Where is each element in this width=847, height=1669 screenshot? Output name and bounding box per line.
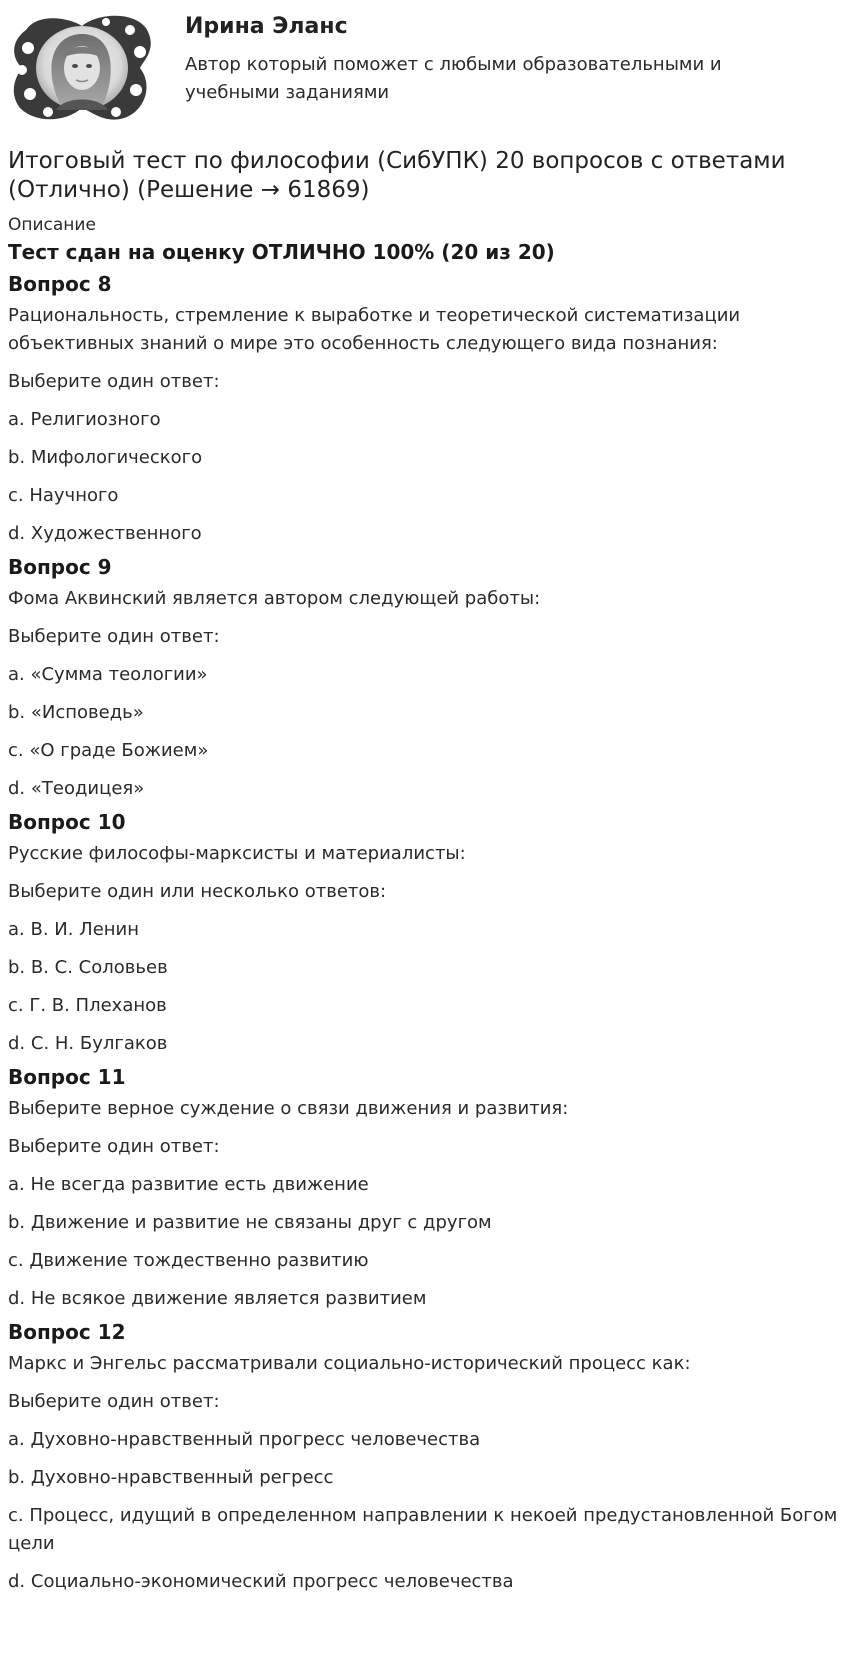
question-text: Выберите верное суждение о связи движения и развития: <box>8 1098 569 1119</box>
question-instruction: Выберите один ответ: <box>8 626 220 647</box>
question-instruction: Выберите один ответ: <box>8 1136 220 1157</box>
answer-option: c. «О граде Божием» <box>8 740 209 761</box>
author-name[interactable]: Ирина Эланс <box>185 14 348 39</box>
answer-option: a. Не всегда развитие есть движение <box>8 1174 369 1195</box>
test-result: Тест сдан на оценку ОТЛИЧНО 100% (20 из 20) <box>8 240 555 264</box>
document-content <box>8 147 838 1596</box>
author-card <box>8 8 838 128</box>
question-title: Вопрос 9 <box>8 555 112 579</box>
answer-option: d. «Теодицея» <box>8 778 145 799</box>
author-description: Автор который поможет с любыми образовательными и учебными заданиями <box>185 54 722 103</box>
author-avatar[interactable] <box>8 8 154 126</box>
answer-option: b. Духовно-нравственный регресс <box>8 1467 334 1488</box>
question-text: Маркс и Энгельс рассматривали социально-исторический процесс как: <box>8 1353 691 1374</box>
answer-option: c. Процесс, идущий в определенном направлении к некоей предустановленной Богом цели <box>8 1505 838 1554</box>
question-text: Русские философы-марксисты и материалисты: <box>8 843 466 864</box>
answer-option: b. В. С. Соловьев <box>8 957 168 978</box>
question-title: Вопрос 10 <box>8 810 126 834</box>
question-block <box>8 1064 838 1313</box>
answer-option: b. Мифологического <box>8 447 203 468</box>
answer-option: a. Духовно-нравственный прогресс человечества <box>8 1429 481 1450</box>
answer-option: d. С. Н. Булгаков <box>8 1033 168 1054</box>
answer-option: d. Не всякое движение является развитием <box>8 1288 427 1309</box>
questions-list <box>8 271 838 1596</box>
question-text: Рациональность, стремление к выработке и теоретической систематизации объективных знаний о мире это особенность следующего вида познания: <box>8 305 741 354</box>
answer-option: c. Научного <box>8 485 119 506</box>
answer-option: a. Религиозного <box>8 409 161 430</box>
question-block <box>8 809 838 1058</box>
question-block <box>8 271 838 548</box>
answer-option: b. «Исповедь» <box>8 702 144 723</box>
question-title: Вопрос 12 <box>8 1320 126 1344</box>
question-block <box>8 1319 838 1596</box>
question-instruction: Выберите один или несколько ответов: <box>8 881 387 902</box>
document-title: Итоговый тест по философии (СибУПК) 20 вопросов с ответами (Отлично) (Решение → 61869) <box>8 148 786 203</box>
question-instruction: Выберите один ответ: <box>8 371 220 392</box>
question-text: Фома Аквинский является автором следующей работы: <box>8 588 541 609</box>
description-label: Описание <box>8 215 96 235</box>
answer-option: d. Социально-экономический прогресс человечества <box>8 1571 514 1592</box>
answer-option: c. Движение тождественно развитию <box>8 1250 369 1271</box>
answer-option: d. Художественного <box>8 523 202 544</box>
question-title: Вопрос 11 <box>8 1065 126 1089</box>
question-block <box>8 554 838 803</box>
question-title: Вопрос 8 <box>8 272 112 296</box>
answer-option: b. Движение и развитие не связаны друг с другом <box>8 1212 492 1233</box>
answer-option: a. «Сумма теологии» <box>8 664 208 685</box>
answer-option: a. В. И. Ленин <box>8 919 140 940</box>
answer-option: c. Г. В. Плеханов <box>8 995 167 1016</box>
question-instruction: Выберите один ответ: <box>8 1391 220 1412</box>
